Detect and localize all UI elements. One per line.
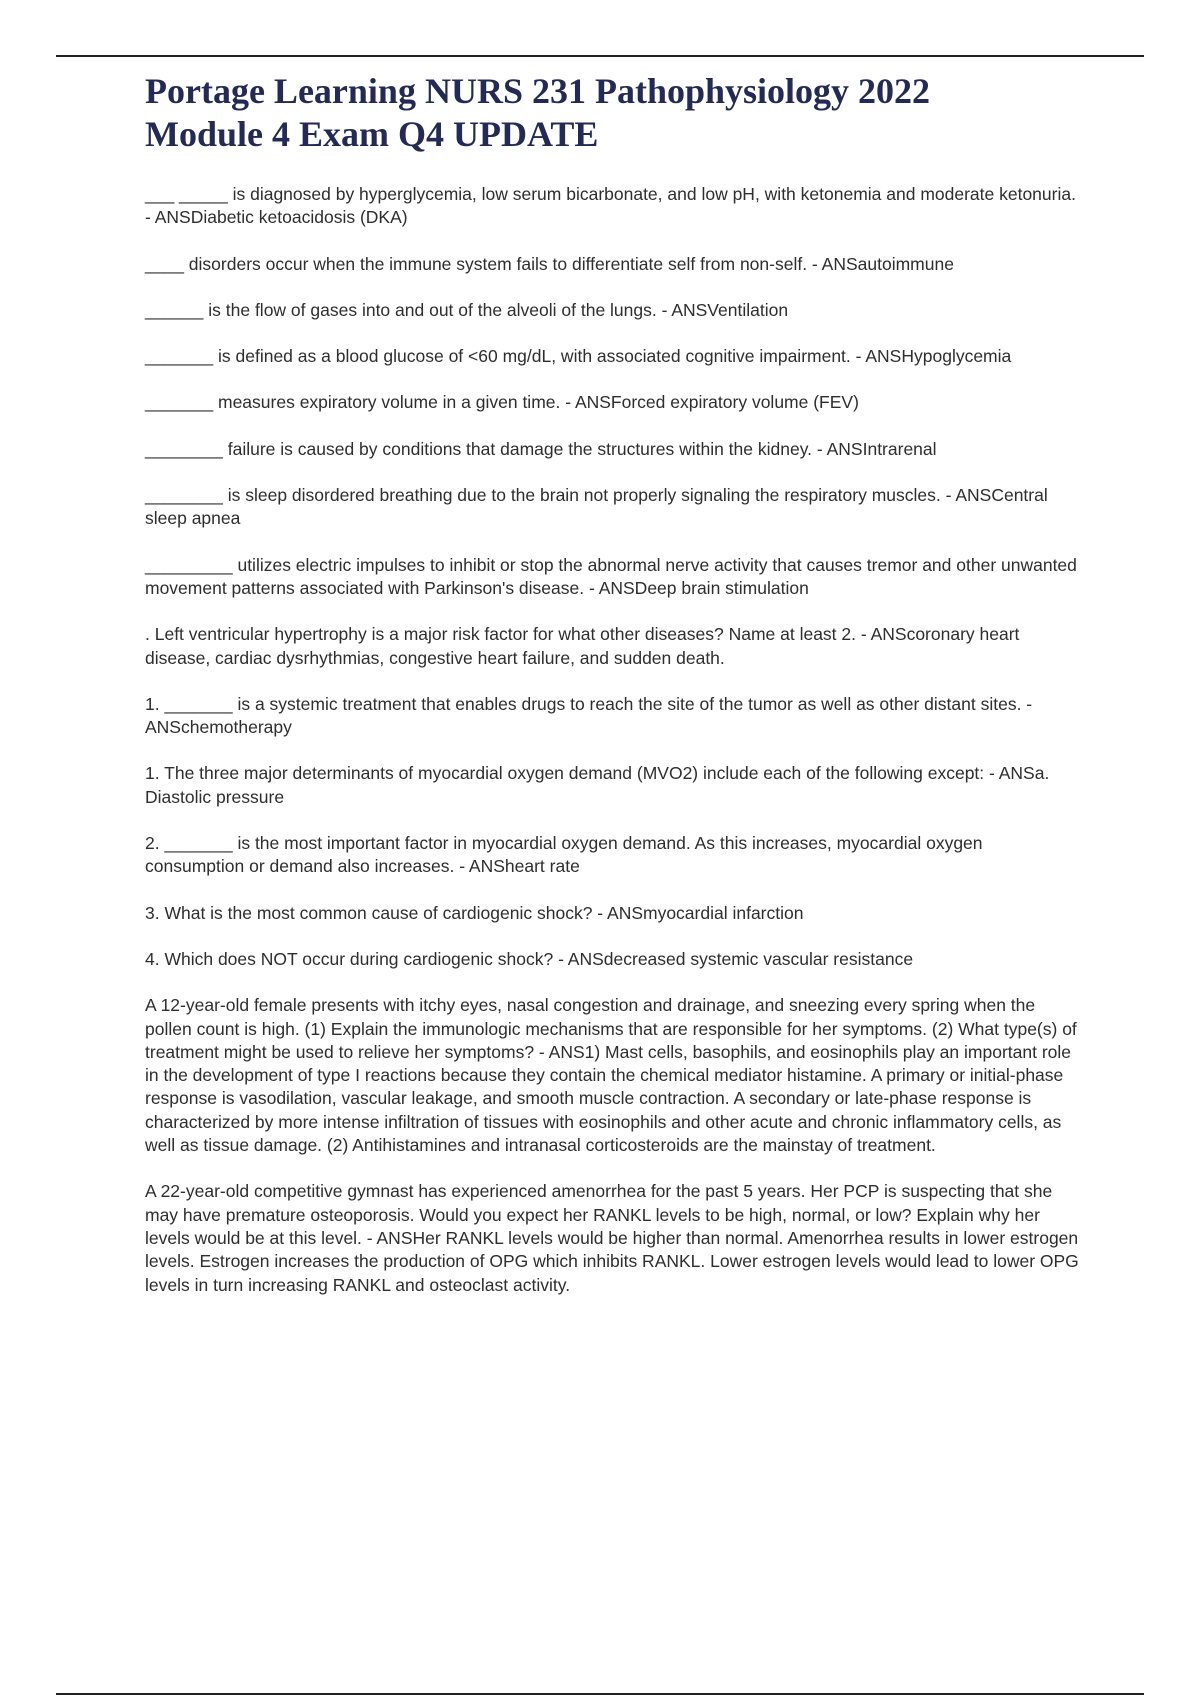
qa-item: 1. _______ is a systemic treatment that enables drugs to reach the site of the tumor as well as other distant sites. - ANSchemotherapy	[145, 693, 1033, 738]
qa-item: A 22-year-old competitive gymnast has experienced amenorrhea for the past 5 years. Her PCP is suspecting that she may have premature osteoporosis. Would you expect her RANKL levels to be high, normal, or low? Explain why her levels would be at this level. - ANSHer RANKL levels would be higher than normal. Amenorrhea results in lower estrogen levels. Estrogen increases the production of OPG which inhibits RANKL. Lower estrogen levels would lead to lower OPG levels in turn increasing RANKL and osteoclast activity.	[145, 1181, 1079, 1295]
page-title	[145, 70, 1105, 156]
qa-item: ____ disorders occur when the immune system fails to differentiate self from non-self. - ANSautoimmune	[145, 253, 954, 274]
qa-item: ________ failure is caused by conditions that damage the structures within the kidney. - ANSIntrarenal	[145, 438, 937, 459]
qa-item: _______ is defined as a blood glucose of <60 mg/dL, with associated cognitive impairment. - ANSHypoglycemia	[145, 346, 1012, 367]
question-answer-list	[145, 183, 1085, 1320]
qa-item: ___ _____ is diagnosed by hyperglycemia, low serum bicarbonate, and low pH, with ketonemia and moderate ketonuria. - ANSDiabetic ketoacidosis (DKA)	[145, 184, 1076, 228]
qa-item: . Left ventricular hypertrophy is a major risk factor for what other diseases? Name at least 2. - ANScoronary heart disease, cardiac dysrhythmias, congestive heart failure, and sudden death.	[145, 624, 1020, 668]
qa-item: 1. The three major determinants of myocardial oxygen demand (MVO2) include each of the following except: - ANSa. Diastolic pressure	[145, 763, 1050, 807]
qa-item: ________ is sleep disordered breathing due to the brain not properly signaling the respiratory muscles. - ANSCentral sleep apnea	[145, 485, 1048, 529]
title-line-1: Portage Learning NURS 231 Pathophysiology 2022	[145, 71, 931, 111]
qa-item: 3. What is the most common cause of cardiogenic shock? - ANSmyocardial infarction	[145, 902, 804, 923]
qa-item: A 12-year-old female presents with itchy eyes, nasal congestion and drainage, and sneezing every spring when the pollen count is high. (1) Explain the immunologic mechanisms that are responsible for her symptoms. (2) What type(s) of treatment might be used to relieve her symptoms? - ANS1) Mast cells, basophils, and eosinophils play an important role in the development of type I reactions because they contain the chemical mediator histamine. A primary or initial-phase response is vasodilation, vascular leakage, and smooth muscle contraction. A secondary or late-phase response is characterized by more intense infiltration of tissues with eosinophils and other acute and chronic inflammatory cells, as well as tissue damage. (2) Antihistamines and intranasal corticosteroids are the mainstay of treatment.	[145, 995, 1077, 1156]
qa-item: 4. Which does NOT occur during cardiogenic shock? - ANSdecreased systemic vascular resistance	[145, 948, 914, 969]
qa-item: ______ is the flow of gases into and out of the alveoli of the lungs. - ANSVentilation	[145, 299, 789, 320]
qa-item: _________ utilizes electric impulses to inhibit or stop the abnormal nerve activity that causes tremor and other unwanted movement patterns associated with Parkinson's disease. - ANSDeep brain stimulation	[145, 554, 1077, 598]
qa-item: 2. _______ is the most important factor in myocardial oxygen demand. As this increases, myocardial oxygen consumption or demand also increases. - ANSheart rate	[145, 833, 983, 877]
title-line-2: Module 4 Exam Q4 UPDATE	[145, 114, 599, 154]
top-divider	[56, 55, 1144, 57]
qa-item: _______ measures expiratory volume in a given time. - ANSForced expiratory volume (FEV)	[145, 392, 859, 413]
bottom-divider	[56, 1693, 1144, 1695]
